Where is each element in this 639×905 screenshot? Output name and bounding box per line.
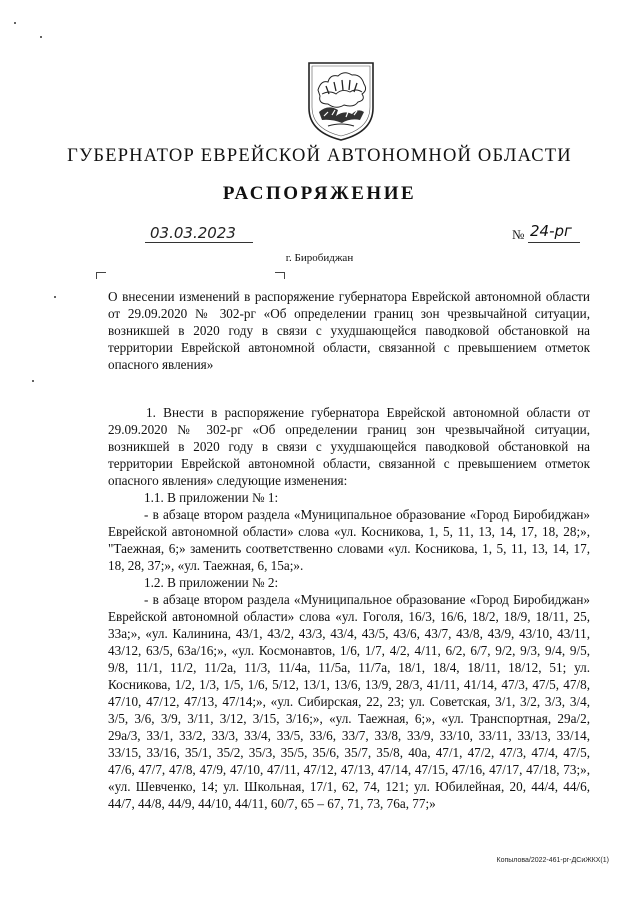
number-underline <box>528 242 580 243</box>
scan-speck <box>14 22 16 24</box>
document-type-heading: РАСПОРЯЖЕНИЕ <box>222 183 417 204</box>
paragraph-1-1-heading: 1.1. В приложении № 1: <box>144 490 279 505</box>
scan-speck <box>32 380 34 382</box>
date-underline <box>145 242 253 243</box>
document-date: 03.03.2023 <box>150 224 236 242</box>
paragraph-1-1-text: - в абзаце втором раздела «Муниципальное образование «Город Биробиджан» Еврейской автономной области» слова «ул. Косникова, 1, 5, 11, 13, 14, 17, 18, 28;», "Таежная, 6;» заменить соответственно словами «ул. Косникова, 1, 5, 11, 13, 14, 17, 18, 28, 37;», «ул. Таежная, 6, 15а;». <box>108 507 590 573</box>
scan-speck <box>54 296 56 298</box>
paragraph-1-2-heading: 1.2. В приложении № 2: <box>144 575 279 590</box>
subject-bracket-right <box>275 272 285 279</box>
footer-reference: Копылова/2022-461-рг-ДСиЖКХ(1) <box>496 857 609 864</box>
document-subject: О внесении изменений в распоряжение губернатора Еврейской автономной области от 29.09.2020 № 302-рг «Об определении границ зон чрезвычайной ситуации, возникшей в 2020 году в связи с ухудшающейся паводковой обстановкой на территории Еврейской автономной области, связанной с превышением отметок опасного явления» <box>108 289 590 372</box>
paragraph-1: 1. Внести в распоряжение губернатора Еврейской автономной области от 29.09.2020 № 302-рг «Об определении границ зон чрезвычайной ситуации, возникшей в 2020 году в связи с ухудшающейся паводковой обстановкой на территории Еврейской автономной области, связанной с превышением отметок опасного явления» следующие изменения: <box>108 405 590 488</box>
coat-of-arms-tiger-icon <box>306 60 376 142</box>
document-number: 24-рг <box>530 222 572 240</box>
scan-speck <box>40 36 42 38</box>
document-body <box>108 404 590 812</box>
subject-bracket-left <box>96 272 106 279</box>
city-name: г. Биробиджан <box>285 252 354 264</box>
paragraph-1-2-text: - в абзаце втором раздела «Муниципальное образование «Город Биробиджан» Еврейской автономной области» слова «ул. Гоголя, 16/3, 16/6, 18/2, 18/9, 18/11, 25, 33а;», «ул. Калинина, 43/1, 43/2, 43/3, 43/4, 43/5, 43/6, 43/7, 43/8, 43/9, 43/10, 43/11, 43/12, 63/5, 63а/16;», «ул. Космонавтов, 1/6, 1/7, 4/2, 4/11, 6/2, 6/7, 9/2, 9/3, 9/4, 9/5, 9/8, 11/1, 11/2, 11/2а, 11/3, 11/4а, 11/5а, 11/7а, 18/1, 18/4, 18/11, 18/12, 51; ул. Косникова, 1/2, 1/3, 1/5, 1/6, 5/12, 13/1, 13/6, 13/9, 28/3, 41/11, 41/14, 47/3, 47/5, 47/8, 47/10, 47/12, 47/13, 47/14;», «ул. Сибирская, 22, 23; ул. Советская, 3/1, 3/2, 3/3, 3/4, 3/5, 3/6, 3/9, 3/11, 3/12, 3/15, 3/16;», «ул. Таежная, 6;», «ул. Транспортная, 29а/2, 29а/3, 33/1, 33/2, 33/3, 33/4, 33/5, 33/6, 33/7, 33/8, 33/9, 33/10, 33/11, 33/13, 33/14, 33/15, 33/16, 35/1, 35/2, 35/3, 35/5, 35/6, 35/7, 35/8, 40а, 47/1, 47/2, 47/3, 47/4, 47/5, 47/6, 47/7, 47/8, 47/9, 47/10, 47/11, 47/12, 47/13, 47/14, 47/15, 47/16, 47/17, 47/18, 73;», «ул. Шевченко, 14; ул. Школьная, 17/1, 62, 74, 121; ул. Юбилейная, 20, 44/4, 44/6, 44/7, 44/8, 44/9, 44/10, 44/11, 60/7, 65 – 67, 71, 73, 76а, 77;» <box>108 592 590 811</box>
number-sign: № <box>512 227 525 242</box>
governor-title: ГУБЕРНАТОР ЕВРЕЙСКОЙ АВТОНОМНОЙ ОБЛАСТИ <box>67 146 572 166</box>
